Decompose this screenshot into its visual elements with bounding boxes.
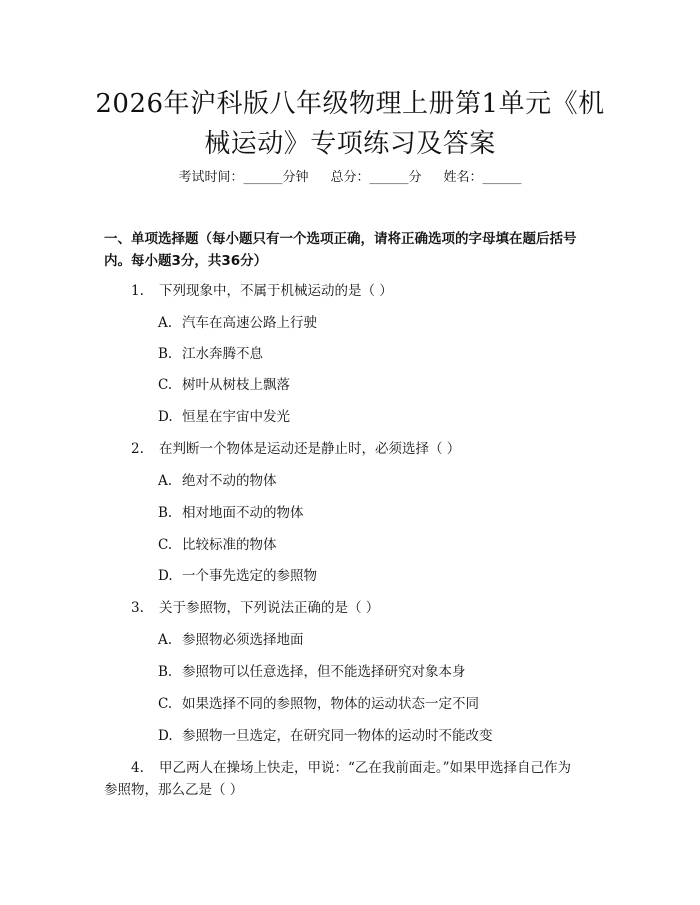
section-heading bbox=[104, 228, 604, 272]
exam-name: 姓名：______ bbox=[443, 170, 522, 185]
section-heading-line-1: 一、单项选择题（每小题只有一个选项正确，请将正确选项的字母填在题后括号 bbox=[104, 231, 577, 247]
question-text: 关于参照物，下列说法正确的是（ ） bbox=[159, 600, 380, 616]
title-line-1: 2026年沪科版八年级物理上册第1单元《机 bbox=[95, 89, 605, 119]
option-letter: A. bbox=[158, 315, 173, 331]
question-number: 4. bbox=[131, 760, 144, 776]
option-text: 相对地面不动的物体 bbox=[182, 505, 304, 521]
section-heading-line-2: 内。每小题3分，共36分） bbox=[104, 253, 268, 269]
exam-meta bbox=[0, 168, 700, 188]
option-3d bbox=[158, 725, 598, 747]
option-letter: A. bbox=[158, 473, 173, 489]
option-text: 参照物必须选择地面 bbox=[182, 632, 304, 648]
option-letter: B. bbox=[158, 346, 173, 362]
option-text: 汽车在高速公路上行驶 bbox=[182, 315, 317, 331]
option-letter: A. bbox=[158, 632, 173, 648]
question-1 bbox=[131, 280, 601, 302]
option-1a bbox=[158, 312, 598, 334]
option-text: 江水奔腾不息 bbox=[182, 346, 263, 362]
question-text: 在判断一个物体是运动还是静止时，必须选择（ ） bbox=[159, 441, 461, 457]
option-letter: C. bbox=[158, 696, 173, 712]
question-2 bbox=[131, 438, 601, 460]
option-letter: C. bbox=[158, 537, 173, 553]
option-text: 参照物一旦选定，在研究同一物体的运动时不能改变 bbox=[182, 728, 493, 744]
question-text-line-2: 参照物，那么乙是（ ） bbox=[104, 782, 244, 798]
option-text: 比较标准的物体 bbox=[182, 537, 277, 553]
option-text: 绝对不动的物体 bbox=[182, 473, 277, 489]
option-text: 树叶从树枝上飘落 bbox=[182, 377, 290, 393]
option-3c bbox=[158, 693, 598, 715]
option-letter: C. bbox=[158, 377, 173, 393]
exam-time: 考试时间：______分钟 bbox=[178, 170, 309, 185]
option-3b bbox=[158, 661, 598, 683]
option-3a bbox=[158, 629, 598, 651]
option-2d bbox=[158, 565, 598, 587]
option-1c bbox=[158, 374, 598, 396]
option-1b bbox=[158, 343, 598, 365]
option-2c bbox=[158, 534, 598, 556]
question-3 bbox=[131, 597, 601, 619]
option-text: 参照物可以任意选择，但不能选择研究对象本身 bbox=[182, 664, 466, 680]
option-letter: B. bbox=[158, 505, 173, 521]
question-text: 下列现象中，不属于机械运动的是（ ） bbox=[159, 283, 393, 299]
exam-total-score: 总分：______分 bbox=[330, 170, 422, 185]
question-4-continuation bbox=[104, 779, 574, 801]
option-letter: D. bbox=[158, 568, 173, 584]
question-number: 1. bbox=[131, 283, 144, 299]
title-line-2: 械运动》专项练习及答案 bbox=[204, 129, 496, 159]
option-1d bbox=[158, 406, 598, 428]
option-2b bbox=[158, 502, 598, 524]
question-number: 3. bbox=[131, 600, 144, 616]
option-2a bbox=[158, 470, 598, 492]
question-4 bbox=[131, 757, 601, 779]
option-text: 恒星在宇宙中发光 bbox=[182, 409, 290, 425]
option-letter: D. bbox=[158, 409, 173, 425]
option-letter: D. bbox=[158, 728, 173, 744]
option-text: 一个事先选定的参照物 bbox=[182, 568, 317, 584]
question-number: 2. bbox=[131, 441, 144, 457]
question-text-line-1: 甲乙两人在操场上快走，甲说：“乙在我前面走。”如果甲选择自己作为 bbox=[159, 760, 572, 776]
option-text: 如果选择不同的参照物，物体的运动状态一定不同 bbox=[182, 696, 479, 712]
option-letter: B. bbox=[158, 664, 173, 680]
document-title bbox=[60, 84, 640, 164]
